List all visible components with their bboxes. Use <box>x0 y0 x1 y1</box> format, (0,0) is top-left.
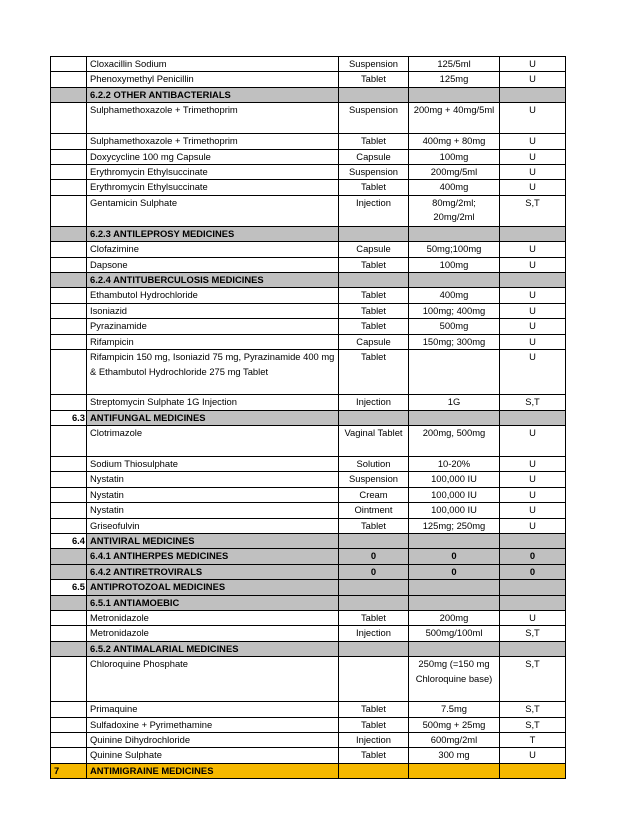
table-row <box>51 257 566 272</box>
strength: 300 mg <box>409 748 500 763</box>
level-of-use: S,T <box>500 395 566 410</box>
medicine-name: 6.5.2 ANTIMALARIAL MEDICINES <box>87 641 339 656</box>
level-of-use: 0 <box>500 549 566 564</box>
row-number <box>51 165 87 180</box>
dosage-form: Capsule <box>339 242 409 257</box>
strength <box>409 273 500 288</box>
row-number <box>51 195 87 226</box>
chapter-row <box>51 763 566 778</box>
dosage-form <box>339 580 409 595</box>
medicine-name: Primaquine <box>87 702 339 717</box>
row-number <box>51 303 87 318</box>
strength: 125mg <box>409 72 500 87</box>
medicine-name: Quinine Sulphate <box>87 748 339 763</box>
level-of-use <box>500 273 566 288</box>
dosage-form: Injection <box>339 395 409 410</box>
level-of-use: U <box>500 288 566 303</box>
level-of-use: U <box>500 487 566 502</box>
strength: 0 <box>409 549 500 564</box>
medicine-name: Isoniazid <box>87 303 339 318</box>
medicine-name: Metronidazole <box>87 610 339 625</box>
row-number: 7 <box>51 763 87 778</box>
subsection-row <box>51 226 566 241</box>
level-of-use: S,T <box>500 195 566 226</box>
medicine-name: Phenoxymethyl Penicillin <box>87 72 339 87</box>
section-row <box>51 410 566 425</box>
level-of-use: U <box>500 503 566 518</box>
row-number <box>51 748 87 763</box>
strength: 400mg <box>409 180 500 195</box>
dosage-form <box>339 410 409 425</box>
strength: 100,000 IU <box>409 503 500 518</box>
dosage-form: Tablet <box>339 288 409 303</box>
medicine-name: 6.5.1 ANTIAMOEBIC <box>87 595 339 610</box>
table-row <box>51 395 566 410</box>
row-number <box>51 626 87 641</box>
medicine-name: Nystatin <box>87 487 339 502</box>
level-of-use: U <box>500 103 566 134</box>
strength: 400mg + 80mg <box>409 134 500 149</box>
table-row <box>51 334 566 349</box>
medicine-name: Ethambutol Hydrochloride <box>87 288 339 303</box>
table-row <box>51 733 566 748</box>
dosage-form <box>339 595 409 610</box>
dosage-form <box>339 273 409 288</box>
row-number <box>51 657 87 702</box>
row-number <box>51 549 87 564</box>
dosage-form: Vaginal Tablet <box>339 425 409 456</box>
strength: 100mg <box>409 149 500 164</box>
dosage-form <box>339 763 409 778</box>
row-number <box>51 72 87 87</box>
strength: 200mg + 40mg/5ml <box>409 103 500 134</box>
row-number <box>51 487 87 502</box>
level-of-use: U <box>500 456 566 471</box>
row-number: 6.3 <box>51 410 87 425</box>
dosage-form: Tablet <box>339 134 409 149</box>
row-number: 6.4 <box>51 533 87 548</box>
dosage-form <box>339 657 409 702</box>
table-row <box>51 657 566 702</box>
strength: 100mg <box>409 257 500 272</box>
dosage-form: Tablet <box>339 518 409 533</box>
strength: 100,000 IU <box>409 487 500 502</box>
dosage-form: Injection <box>339 626 409 641</box>
strength: 50mg;100mg <box>409 242 500 257</box>
subsection-row <box>51 87 566 102</box>
dosage-form: Cream <box>339 487 409 502</box>
dosage-form: 0 <box>339 564 409 579</box>
medicine-name: Quinine Dihydrochloride <box>87 733 339 748</box>
table-row <box>51 503 566 518</box>
table-row <box>51 180 566 195</box>
dosage-form <box>339 641 409 656</box>
medicine-name: Dapsone <box>87 257 339 272</box>
strength <box>409 87 500 102</box>
subsection-row <box>51 641 566 656</box>
table-row <box>51 717 566 732</box>
row-number <box>51 717 87 732</box>
dosage-form: Injection <box>339 733 409 748</box>
table-row <box>51 149 566 164</box>
level-of-use: S,T <box>500 702 566 717</box>
table-row <box>51 350 566 395</box>
dosage-form <box>339 533 409 548</box>
row-number <box>51 472 87 487</box>
table-row <box>51 195 566 226</box>
medicine-name: Sulphamethoxazole + Trimethoprim <box>87 134 339 149</box>
level-of-use: S,T <box>500 717 566 732</box>
row-number <box>51 288 87 303</box>
row-number <box>51 503 87 518</box>
level-of-use: U <box>500 748 566 763</box>
row-number <box>51 319 87 334</box>
row-number <box>51 641 87 656</box>
strength: 0 <box>409 564 500 579</box>
row-number <box>51 518 87 533</box>
level-of-use <box>500 763 566 778</box>
level-of-use: U <box>500 303 566 318</box>
medicine-name: 6.2.2 OTHER ANTIBACTERIALS <box>87 87 339 102</box>
level-of-use <box>500 641 566 656</box>
strength <box>409 226 500 241</box>
row-number <box>51 257 87 272</box>
medicine-name: Sodium Thiosulphate <box>87 456 339 471</box>
medicine-name: Erythromycin Ethylsuccinate <box>87 165 339 180</box>
medicine-name: Metronidazole <box>87 626 339 641</box>
medicine-name: Doxycycline 100 mg Capsule <box>87 149 339 164</box>
row-number <box>51 733 87 748</box>
dosage-form: Tablet <box>339 257 409 272</box>
level-of-use: U <box>500 180 566 195</box>
strength <box>409 641 500 656</box>
dosage-form: Capsule <box>339 334 409 349</box>
medicine-name: Streptomycin Sulphate 1G Injection <box>87 395 339 410</box>
strength <box>409 410 500 425</box>
row-number <box>51 395 87 410</box>
table-row <box>51 456 566 471</box>
row-number <box>51 180 87 195</box>
strength: 500mg/100ml <box>409 626 500 641</box>
table-row <box>51 319 566 334</box>
medicine-name: Rifampicin <box>87 334 339 349</box>
strength: 200mg, 500mg <box>409 425 500 456</box>
level-of-use: U <box>500 242 566 257</box>
row-number <box>51 273 87 288</box>
table-row <box>51 72 566 87</box>
dosage-form: Tablet <box>339 72 409 87</box>
subsection-row <box>51 595 566 610</box>
level-of-use: U <box>500 257 566 272</box>
medicine-name: 6.2.3 ANTILEPROSY MEDICINES <box>87 226 339 241</box>
dosage-form: Suspension <box>339 165 409 180</box>
medicine-name: 6.4.2 ANTIRETROVIRALS <box>87 564 339 579</box>
section-row <box>51 580 566 595</box>
table-row <box>51 303 566 318</box>
strength <box>409 533 500 548</box>
table-row <box>51 748 566 763</box>
medicine-name: Chloroquine Phosphate <box>87 657 339 702</box>
table-row <box>51 472 566 487</box>
table-row <box>51 518 566 533</box>
row-number <box>51 350 87 395</box>
medicine-name: Rifampicin 150 mg, Isoniazid 75 mg, Pyrazinamide 400 mg & Ethambutol Hydrochloride 275 mg Tablet <box>87 350 339 395</box>
level-of-use <box>500 580 566 595</box>
level-of-use: U <box>500 319 566 334</box>
level-of-use: 0 <box>500 564 566 579</box>
row-number <box>51 103 87 134</box>
section-row <box>51 533 566 548</box>
strength <box>409 763 500 778</box>
row-number <box>51 87 87 102</box>
table-row <box>51 134 566 149</box>
dosage-form: Injection <box>339 195 409 226</box>
row-number <box>51 226 87 241</box>
dosage-form <box>339 226 409 241</box>
table-row <box>51 487 566 502</box>
strength: 200mg/5ml <box>409 165 500 180</box>
level-of-use: U <box>500 57 566 72</box>
row-number <box>51 564 87 579</box>
level-of-use: U <box>500 334 566 349</box>
row-number <box>51 134 87 149</box>
dosage-form: Suspension <box>339 472 409 487</box>
medicine-name: ANTIVIRAL MEDICINES <box>87 533 339 548</box>
level-of-use <box>500 87 566 102</box>
table-row <box>51 57 566 72</box>
dosage-form: 0 <box>339 549 409 564</box>
dosage-form: Tablet <box>339 303 409 318</box>
level-of-use: S,T <box>500 626 566 641</box>
strength: 80mg/2ml; 20mg/2ml <box>409 195 500 226</box>
dosage-form: Tablet <box>339 319 409 334</box>
level-of-use <box>500 533 566 548</box>
table-row <box>51 288 566 303</box>
table-row <box>51 425 566 456</box>
dosage-form: Tablet <box>339 748 409 763</box>
dosage-form: Capsule <box>339 149 409 164</box>
level-of-use: U <box>500 610 566 625</box>
dosage-form: Tablet <box>339 180 409 195</box>
medicine-name: Sulphamethoxazole + Trimethoprim <box>87 103 339 134</box>
row-number <box>51 242 87 257</box>
dosage-form: Tablet <box>339 610 409 625</box>
row-number <box>51 595 87 610</box>
strength: 100mg; 400mg <box>409 303 500 318</box>
strength: 400mg <box>409 288 500 303</box>
subsection-row <box>51 549 566 564</box>
row-number <box>51 456 87 471</box>
medicine-name: 6.2.4 ANTITUBERCULOSIS MEDICINES <box>87 273 339 288</box>
level-of-use: U <box>500 72 566 87</box>
row-number <box>51 334 87 349</box>
level-of-use: U <box>500 425 566 456</box>
strength: 150mg; 300mg <box>409 334 500 349</box>
medicine-name: ANTIFUNGAL MEDICINES <box>87 410 339 425</box>
table-row <box>51 702 566 717</box>
medicine-name: Nystatin <box>87 503 339 518</box>
table-row <box>51 103 566 134</box>
medicine-name: Nystatin <box>87 472 339 487</box>
level-of-use: U <box>500 165 566 180</box>
strength: 1G <box>409 395 500 410</box>
strength: 100,000 IU <box>409 472 500 487</box>
dosage-form: Suspension <box>339 103 409 134</box>
medicine-name: Erythromycin Ethylsuccinate <box>87 180 339 195</box>
level-of-use <box>500 595 566 610</box>
table-row <box>51 242 566 257</box>
strength: 250mg (=150 mg Chloroquine base) <box>409 657 500 702</box>
strength <box>409 595 500 610</box>
level-of-use: U <box>500 350 566 395</box>
strength: 200mg <box>409 610 500 625</box>
table-row <box>51 610 566 625</box>
medicine-name: ANTIMIGRAINE MEDICINES <box>87 763 339 778</box>
row-number <box>51 702 87 717</box>
medicines-table <box>50 56 566 779</box>
level-of-use: U <box>500 472 566 487</box>
subsection-row <box>51 564 566 579</box>
medicine-name: Clotrimazole <box>87 425 339 456</box>
strength <box>409 580 500 595</box>
strength: 7.5mg <box>409 702 500 717</box>
level-of-use: U <box>500 518 566 533</box>
dosage-form: Tablet <box>339 702 409 717</box>
row-number <box>51 425 87 456</box>
dosage-form: Tablet <box>339 350 409 395</box>
dosage-form: Suspension <box>339 57 409 72</box>
level-of-use: U <box>500 149 566 164</box>
strength <box>409 350 500 395</box>
strength: 125mg; 250mg <box>409 518 500 533</box>
medicine-name: 6.4.1 ANTIHERPES MEDICINES <box>87 549 339 564</box>
dosage-form <box>339 87 409 102</box>
table-row <box>51 626 566 641</box>
strength: 125/5ml <box>409 57 500 72</box>
row-number <box>51 57 87 72</box>
medicine-name: Clofazimine <box>87 242 339 257</box>
level-of-use <box>500 410 566 425</box>
dosage-form: Ointment <box>339 503 409 518</box>
medicine-name: Pyrazinamide <box>87 319 339 334</box>
row-number <box>51 149 87 164</box>
medicine-name: Sulfadoxine + Pyrimethamine <box>87 717 339 732</box>
level-of-use: S,T <box>500 657 566 702</box>
strength: 500mg <box>409 319 500 334</box>
dosage-form: Solution <box>339 456 409 471</box>
subsection-row <box>51 273 566 288</box>
strength: 500mg + 25mg <box>409 717 500 732</box>
medicine-name: ANTIPROTOZOAL MEDICINES <box>87 580 339 595</box>
dosage-form: Tablet <box>339 717 409 732</box>
row-number <box>51 610 87 625</box>
medicine-name: Griseofulvin <box>87 518 339 533</box>
medicine-name: Gentamicin Sulphate <box>87 195 339 226</box>
medicines-table-body <box>51 57 566 779</box>
medicine-name: Cloxacillin Sodium <box>87 57 339 72</box>
strength: 10-20% <box>409 456 500 471</box>
strength: 600mg/2ml <box>409 733 500 748</box>
table-row <box>51 165 566 180</box>
level-of-use: U <box>500 134 566 149</box>
row-number: 6.5 <box>51 580 87 595</box>
level-of-use <box>500 226 566 241</box>
level-of-use: T <box>500 733 566 748</box>
